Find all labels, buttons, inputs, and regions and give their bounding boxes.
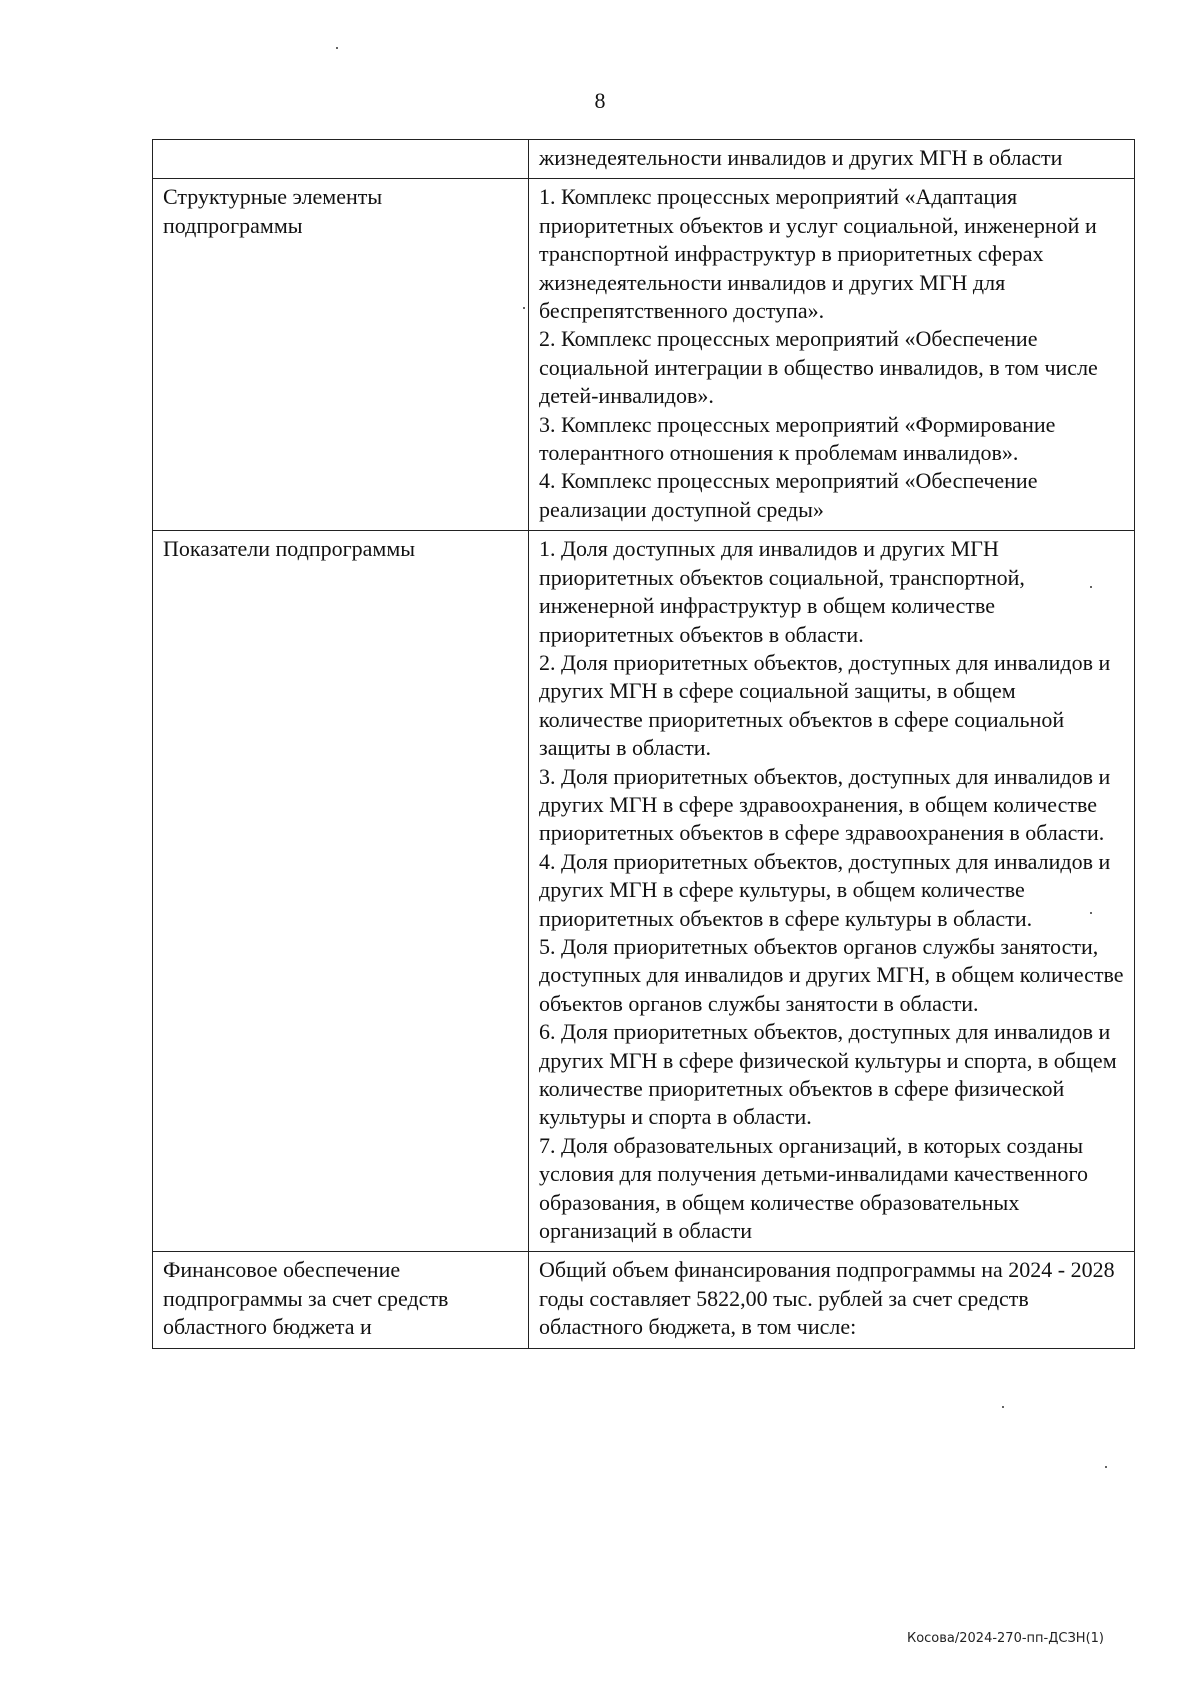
row-label bbox=[153, 140, 529, 179]
row-label: Финансовое обеспечение подпрограммы за счет средств областного бюджета и bbox=[153, 1252, 529, 1348]
table-row bbox=[153, 179, 1135, 531]
content-item: 1. Комплекс процессных мероприятий «Адаптация приоритетных объектов и услуг социальной, инженерной и транспортной инфраструктур в приоритетных сферах жизнедеятельности инвалидов и других МГН для беспрепятственного доступа». bbox=[539, 184, 1097, 324]
row-label: Структурные элементы подпрограммы bbox=[153, 179, 529, 531]
row-content bbox=[529, 1252, 1135, 1348]
scan-speck bbox=[1105, 1466, 1107, 1468]
content-item: 5. Доля приоритетных объектов органов службы занятости, доступных для инвалидов и других МГН, в общем количестве объектов органов службы занятости в области. bbox=[539, 933, 1124, 1016]
scan-speck bbox=[1090, 586, 1092, 588]
scan-speck bbox=[1002, 1406, 1004, 1408]
content-item: 4. Комплекс процессных мероприятий «Обеспечение реализации доступной среды» bbox=[539, 468, 1038, 522]
subprogram-passport-table bbox=[152, 139, 1135, 1349]
content-item: 7. Доля образовательных организаций, в которых созданы условия для получения детьми-инвалидами качественного образования, в общем количестве образовательных организаций в области bbox=[539, 1132, 1088, 1244]
scan-speck bbox=[523, 307, 525, 309]
scan-speck bbox=[336, 47, 338, 49]
row-label: Показатели подпрограммы bbox=[153, 531, 529, 1252]
content-item: жизнедеятельности инвалидов и других МГН в области bbox=[539, 145, 1063, 170]
page-number: 8 bbox=[594, 88, 606, 113]
table-row bbox=[153, 140, 1135, 179]
content-item: 2. Доля приоритетных объектов, доступных для инвалидов и других МГН в сфере социальной защиты, в общем количестве приоритетных объектов в сфере социальной защиты в области. bbox=[539, 649, 1111, 761]
scan-speck bbox=[1090, 912, 1092, 914]
document-code-footer: Косова/2024-270-пп-ДСЗН(1) bbox=[906, 1631, 1104, 1646]
content-item: 1. Доля доступных для инвалидов и других МГН приоритетных объектов социальной, транспортной, инженерной инфраструктур в общем количестве приоритетных объектов в области. bbox=[539, 536, 1025, 647]
content-item: 2. Комплекс процессных мероприятий «Обеспечение социальной интеграции в общество инвалидов, в том числе детей-инвалидов». bbox=[539, 326, 1098, 409]
content-item: 3. Комплекс процессных мероприятий «Формирование толерантного отношения к проблемам инвалидов». bbox=[539, 411, 1056, 466]
content-item: 6. Доля приоритетных объектов, доступных для инвалидов и других МГН в сфере физической культуры и спорта, в общем количестве приоритетных объектов в сфере физической культуры и спорта в области. bbox=[539, 1019, 1117, 1130]
content-item: 3. Доля приоритетных объектов, доступных для инвалидов и других МГН в сфере здравоохранения, в общем количестве приоритетных объектов в сфере здравоохранения в области. bbox=[539, 763, 1111, 846]
row-content bbox=[529, 140, 1135, 179]
row-content bbox=[529, 531, 1135, 1252]
content-item: Общий объем финансирования подпрограммы на 2024 - 2028 годы составляет 5822,00 тыс. рублей за счет средств областного бюджета, в том числе: bbox=[539, 1257, 1115, 1340]
content-item: 4. Доля приоритетных объектов, доступных для инвалидов и других МГН в сфере культуры, в общем количестве приоритетных объектов в сфере культуры в области. bbox=[539, 848, 1111, 931]
row-content bbox=[529, 179, 1135, 531]
table-row bbox=[153, 531, 1135, 1252]
table-row bbox=[153, 1252, 1135, 1348]
